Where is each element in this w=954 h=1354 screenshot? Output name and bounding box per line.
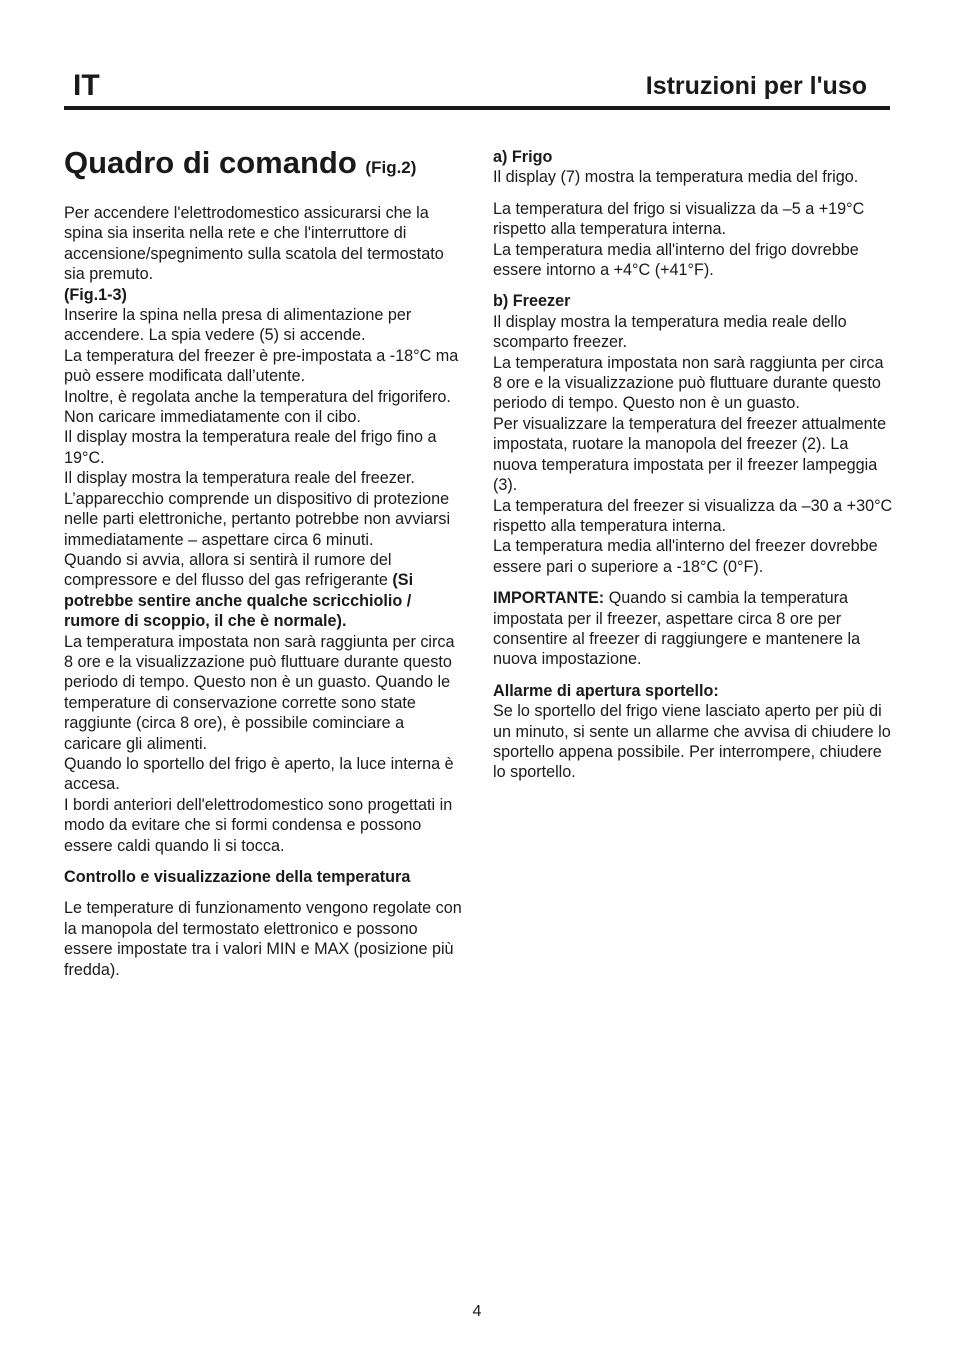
language-code: IT	[73, 69, 100, 102]
header-rule	[64, 106, 890, 110]
frigo-paragraph: La temperatura media all'interno del frigo dovrebbe essere intorno a +4°C (+41°F).	[493, 240, 859, 280]
left-line: La temperatura impostata non sarà raggiunta per circa 8 ore e la visualizzazione può fluttuare durante questo periodo di tempo. Questo non è un guasto. Quando le temperature di conservazione corrette sono state raggiunte (circa 8 ore), è possibile cominciare a caricare gli alimenti.	[64, 632, 455, 753]
left-line: I bordi anteriori dell'elettrodomestico sono progettati in modo da evitare che si formi condensa e possono essere caldi quando li si tocca.	[64, 795, 453, 855]
compressor-paragraph	[64, 550, 464, 632]
compressor-text: Quando si avvia, allora si sentirà il rumore del compressore e del flusso del gas refrigerante	[64, 550, 393, 590]
alarm-heading: Allarme di apertura sportello:	[493, 681, 719, 700]
document-title: Istruzioni per l'uso	[645, 72, 867, 100]
fig-reference: (Fig.1-3)	[64, 285, 127, 304]
freezer-line: Per visualizzare la temperatura del freezer attualmente impostata, ruotare la manopola del freezer (2). La nuova temperatura impostata per il freezer lampeggia (3).	[493, 414, 887, 495]
freezer-line: La temperatura impostata non sarà raggiunta per circa 8 ore e la visualizzazione può fluttuare durante questo periodo di tempo. Questo non è un guasto.	[493, 353, 884, 413]
left-line: Inserire la spina nella presa di alimentazione per accendere. La spia vedere (5) si accende.	[64, 306, 412, 345]
left-line: La temperatura del freezer è pre-impostata a -18°C ma può essere modificata dall’utente.	[64, 346, 459, 386]
importante-paragraph	[493, 588, 893, 670]
temperature-paragraph: Le temperature di funzionamento vengono regolate con la manopola del termostato elettronico e possono essere impostate tra i valori MIN e MAX (posizione più fredda).	[64, 899, 462, 979]
freezer-heading: b) Freezer	[493, 292, 571, 311]
freezer-line: Il display mostra la temperatura media reale dello scomparto freezer.	[493, 312, 847, 352]
intro-paragraph: Per accendere l'elettrodomestico assicurarsi che la spina sia inserita nella rete e che l'interruttore di accensione/spegnimento sulla scatola del termostato sia premuto.	[64, 204, 444, 284]
left-line: Il display mostra la temperatura reale del freezer.	[64, 469, 415, 488]
importante-text: Quando si cambia la temperatura impostata per il freezer, aspettare circa 8 ore per consentire al freezer di raggiungere e mantenere la nuova impostazione.	[493, 589, 861, 669]
freezer-line: La temperatura media all'interno del freezer dovrebbe essere pari o superiore a -18°C (0°F).	[493, 537, 878, 576]
section-heading-fig: (Fig.2)	[365, 158, 417, 177]
alarm-paragraph: Se lo sportello del frigo viene lasciato aperto per più di un minuto, si sente un allarme che avvisa di chiudere lo sportello appena possibile. Per interrompere, chiudere lo sportello.	[493, 702, 891, 782]
right-column	[493, 147, 893, 783]
left-column	[64, 145, 464, 980]
left-line: Il display mostra la temperatura reale del frigo fino a 19°C.	[64, 428, 437, 467]
left-line: L’apparecchio comprende un dispositivo di protezione nelle parti elettroniche, pertanto potrebbe non avviarsi immediatamente – aspettare circa 6 minuti.	[64, 489, 451, 549]
temperature-subheading: Controllo e visualizzazione della temperatura	[64, 868, 411, 886]
page-number: 4	[472, 1303, 482, 1320]
left-line: Non caricare immediatamente con il cibo.	[64, 408, 361, 427]
section-heading	[64, 145, 464, 186]
section-heading-text: Quadro di comando	[64, 145, 357, 180]
compressor-note: (Si potrebbe sentire anche qualche scricchiolio / rumore di scoppio, il che è normale).	[64, 571, 414, 631]
freezer-line: La temperatura del freezer si visualizza da –30 a +30°C rispetto alla temperatura interna.	[493, 496, 893, 535]
importante-label: IMPORTANTE:	[493, 589, 605, 608]
frigo-paragraph: Il display (7) mostra la temperatura media del frigo.	[493, 168, 859, 187]
frigo-paragraph: La temperatura del frigo si visualizza da –5 a +19°C rispetto alla temperatura interna.	[493, 199, 865, 239]
frigo-heading: a) Frigo	[493, 148, 553, 166]
left-line: Quando lo sportello del frigo è aperto, la luce interna è accesa.	[64, 754, 454, 794]
left-line: Inoltre, è regolata anche la temperatura del frigorifero.	[64, 387, 451, 406]
